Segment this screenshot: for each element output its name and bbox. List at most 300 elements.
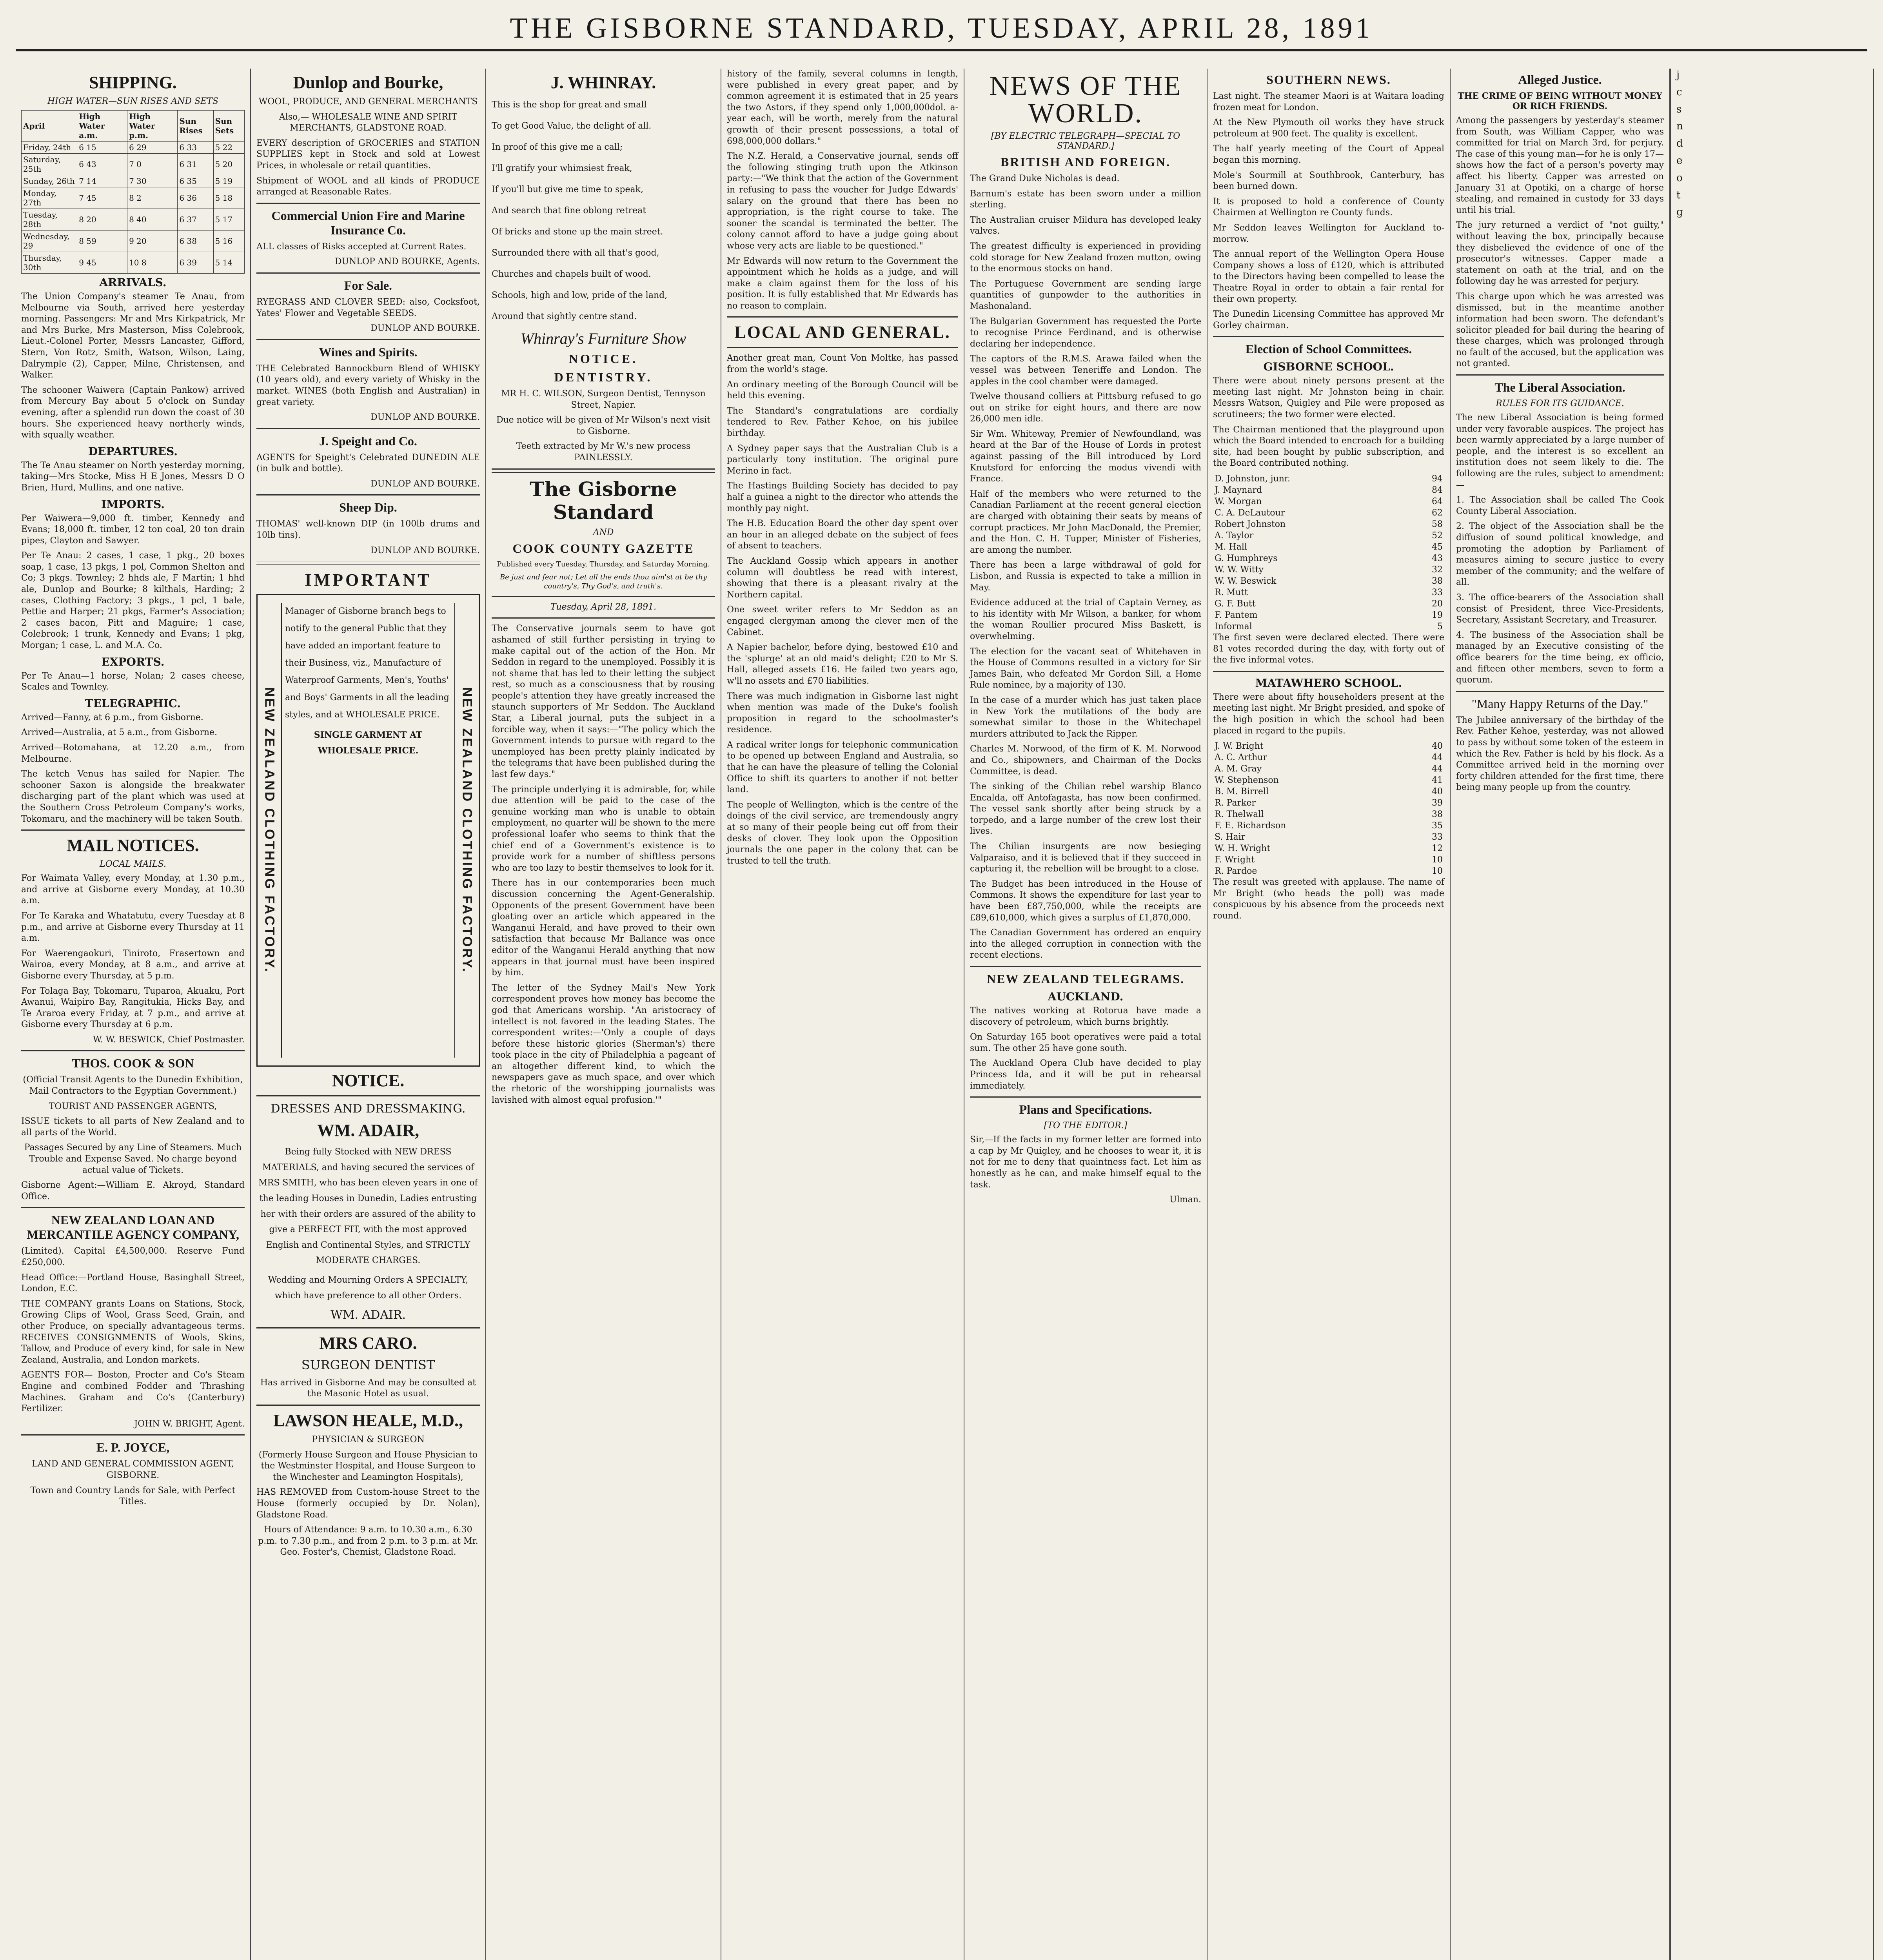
whinray-heading: J. WHINRAY. [550,73,656,92]
table-row [1213,843,1444,854]
sale-sign: DUNLOP AND BOURKE. [370,323,480,334]
table-row [1213,507,1444,519]
local-item: An ordinary meeting of the Borough Council will be held this evening. [727,379,958,401]
nzl-heading: NEW ZEALAND LOAN AND MERCANTILE AGENCY COMPANY, [27,1213,239,1242]
tide-cell: 9 20 [127,230,178,252]
news-heading: NEWS OF THE WORLD. [989,71,1182,129]
caro-heading: MRS CARO. [319,1334,417,1353]
speight-text: AGENTS for Speight's Celebrated DUNEDIN ALE (in bulk and bottle). [256,452,480,474]
sheep-heading: Sheep Dip. [339,500,397,515]
heale-text: PHYSICIAN & SURGEON [312,1434,425,1445]
telegraphic-text: Arrived—Rotomahana, at 12.20 a.m., from Melbourne. [21,743,245,764]
local-item: One sweet writer refers to Mr Seddon as an engaged clergyman among the clever men of the Cabinet. [727,605,958,637]
notice-heading: NOTICE. [568,352,638,366]
local-item: Another great man, Count Von Moltke, has passed from the world's stage. [727,353,958,375]
news-item: The Canadian Government has ordered an enquiry into the alleged corruption in connection with the recent elections. [970,928,1201,960]
candidate: W. H. Wright [1215,844,1271,854]
table-row [1213,598,1444,610]
table-row [1213,473,1444,485]
poem-line: Churches and chapels built of wood. [492,269,651,279]
joyce-heading: E. P. JOYCE, [96,1440,170,1455]
votes: 20 [1432,599,1443,609]
table-row [1213,530,1444,541]
edge-text: j [1676,69,1680,81]
paper-title: The Gisborne Standard [530,477,677,524]
election-results-matawhero [1213,740,1444,877]
table-row [1213,786,1444,797]
article-paragraph: history of the family, several columns in length, were published in every great paper, and by common agreement it is estimated that in 25 years the two Astors, if they spend only 1,000,000dol. a-year each, will be worth, merely from the natural growth of their present possessions, a total of 698,000,000 dollars." [727,69,958,146]
candidate: W. Stephenson [1215,775,1279,786]
candidate: Robert Johnston [1215,519,1286,530]
table-row [1213,496,1444,507]
southern-heading: SOUTHERN NEWS. [1266,73,1391,87]
wines-sign: DUNLOP AND BOURKE. [370,412,480,423]
exports-text: Per Te Anau—1 horse, Nolan; 2 cases cheese, Scales and Townley. [21,671,245,692]
imports-heading: IMPORTS. [101,497,165,511]
mail-text: For Waimata Valley, every Monday, at 1.30 p.m., and arrive at Gisborne every Monday, at 10.30 a.m. [21,873,245,906]
tide-cell: 7 0 [127,154,178,175]
local-heading: LOCAL AND GENERAL. [734,323,951,342]
matawhero-heading: MATAWHERO SCHOOL. [1255,676,1402,690]
divider [1456,691,1664,692]
votes: 45 [1432,542,1443,552]
table-row [1213,831,1444,843]
tide-cell: 6 33 [178,142,213,154]
tide-cell: 5 18 [213,187,244,209]
telegraphic-text: Arrived—Australia, at 5 a.m., from Gisborne. [21,728,218,738]
clothing-factory-ad [256,594,480,1067]
tide-cell: Monday, 27th [22,187,77,209]
table-row [1213,809,1444,820]
plans-heading: Plans and Specifications. [1019,1102,1152,1117]
edge-text: s [1676,103,1682,115]
table-row [22,154,245,175]
news-item: Sir Wm. Whiteway, Premier of Newfoundland, was heard at the Bar of the House of Lords in protest against passing of the Bill introduced by Lord Knutsford for enforcing the modus vivendi with France. [970,429,1201,484]
votes: 52 [1432,531,1443,541]
plans-sign: Ulman. [1169,1195,1201,1205]
auckland-item: On Saturday 165 boot operatives were paid a total sum. The other 25 have gone south. [970,1032,1201,1053]
important-heading: IMPORTANT [305,570,432,590]
tide-cell: Wednesday, 29 [22,230,77,252]
factory-text: SINGLE GARMENT AT WHOLESALE PRICE. [314,730,423,756]
news-item: There has been a large withdrawal of gold for Lisbon, and Russia is expected to take a million in May. [970,560,1201,593]
tide-cell: 9 45 [77,252,127,274]
tide-cell: 5 19 [213,175,244,187]
candidate: J. W. Bright [1215,741,1264,751]
caro-text: SURGEON DENTIST [301,1357,435,1373]
nzl-text: THE COMPANY grants Loans on Stations, Stock, Growing Clips of Wool, Grass Seed, Grain, and other Produce, on specially advantageous terms. RECEIVES CONSIGNMENTS of Wools, Skins, Tallow, and Produce of every kind, for sale in New Zealand, Australia, and London markets. [21,1299,245,1365]
leader-paragraph: There has in our contemporaries been much discussion concerning the Agent-Generalship. Opponents of the present Government have been gloating over an article which appeared in the Wanganui Herald, and have proved to their own satisfaction that because Mr Ballance was once editor of the Wanganui Herald anything that now appears in that journal must have been inspired by him. [492,878,715,978]
election-results [1213,473,1444,632]
edge-text: o [1676,172,1683,184]
divider [970,966,1201,967]
liberal-sub: RULES FOR ITS GUIDANCE. [1496,399,1624,409]
adair-text: Being fully Stocked with NEW DRESS MATERIALS, and having secured the services of MRS SMITH, who has been eleven years in one of the leading Houses in Dunedin, Ladies entrusting her with their orders are assured of the ability to give a PERFECT FIT, with the most approved English and Continental Styles, and STRICTLY MODERATE CHARGES. [258,1147,478,1266]
votes: 40 [1432,741,1443,751]
divider [492,596,715,597]
table-row [1213,610,1444,621]
adair-text: DRESSES AND DRESSMAKING. [271,1102,466,1116]
tide-cell: 5 17 [213,209,244,230]
adair-text: Wedding and Mourning Orders A SPECIALTY, which have preference to all other Orders. [268,1275,468,1301]
votes: 41 [1432,775,1443,786]
whinray-show: Whinray's Furniture Show [520,330,686,347]
edge-text: g [1676,206,1683,218]
arrivals-text: The Union Company's steamer Te Anau, from Melbourne via South, arrived here yesterday morning. Passengers: Mr and Mrs Kirkpatrick, Mr and Mrs Burke, Mrs Masterson, Miss Colebrook, Lieut.-Colonel Porter, Messrs Lancaster, Gifford, Stern, Von Rotz, Smith, Watson, Wilson, Laing, Dalrymple (2), Capper, Milne, Christensen, and Walker. [21,292,245,380]
tide-cell: 7 45 [77,187,127,209]
divider [1456,374,1664,376]
nzl-text: (Limited). Capital £4,500,000. Reserve Fund £250,000. [21,1246,245,1267]
votes: 40 [1432,787,1443,797]
divider [256,428,480,429]
candidate: W. W. Beswick [1215,576,1277,586]
tide-cell: 6 31 [178,154,213,175]
plans-sub: [TO THE EDITOR.] [1044,1121,1128,1131]
table-row [22,187,245,209]
table-row [22,230,245,252]
candidate: W. W. Witty [1215,565,1264,575]
poem-line: In proof of this give me a call; [492,142,623,152]
poem-line: Surrounded there with all that's good, [492,248,659,258]
election-text: The Chairman mentioned that the playground upon which the Board intended to encroach for a building site, had been bought by public subscription, and the Board contributed nothing. [1213,425,1444,468]
adair-heading: WM. ADAIR, [317,1121,419,1140]
high-water-heading: HIGH WATER—SUN RISES AND SETS [47,96,219,106]
cu-heading: Commercial Union Fire and Marine Insurance Co. [271,208,465,237]
divider [1213,671,1444,672]
tide-cell: 5 16 [213,230,244,252]
gisborne-school-heading: GISBORNE SCHOOL. [1263,360,1394,374]
tide-cell: 6 38 [178,230,213,252]
factory-side-label: NEW ZEALAND CLOTHING FACTORY. [459,687,475,974]
tide-cell: 6 37 [178,209,213,230]
local-item: A radical writer longs for telephonic communication to be opened up between England and Australia, so that he can have the pleasure of telling the Colonial Office to shift its quarters to another if not better land. [727,740,958,795]
leader-paragraph: The Conservative journals seem to have got ashamed of still further persisting in trying to make capital out of the action of the Hon. Mr Seddon in regard to the unemployed. Possibly it is not shame that has led to their letting the subject rest, so much as a consciousness that by rousing people's attention they have greatly increased the staunch supporters of Mr Seddon. The Auckland Star, a Liberal journal, puts the subject in a forcible way, when it says:—"The policy which the Government intends to pursue with regard to the unemployed has been pretty plainly indicated by the telegrams that have been published during the last few days." [492,624,715,780]
tide-th: Sun Sets [213,111,244,142]
candidate: A. M. Gray [1215,764,1262,774]
imports-text: Per Waiwera—9,000 ft. timber, Kennedy and Evans; 18,000 ft. timber, 12 ton coal, 20 ton drain pipes, Clayton and Sawyer. [21,513,245,546]
masthead-rule [16,49,1867,51]
dunlop-text: Shipment of WOOL and all kinds of PRODUCE arranged at Reasonable Rates. [256,176,480,197]
speight-heading: J. Speight and Co. [319,434,417,448]
local-item: A Napier bachelor, before dying, bestowed £10 and the 'splurge' at an old maid's delight; £20 to Mr S. Hall, alleged assets £16. He failed two years ago, w'll no assets and £70 liabilities. [727,642,958,686]
candidate: J. Maynard [1215,485,1262,495]
nzl-text: Head Office:—Portland House, Basinghall Street, London, E.C. [21,1272,245,1294]
local-item: The people of Wellington, which is the centre of the doings of the civil service, are tremendously angry at so many of their people being cut off from their desks of clover. They look upon the Opposition journals the one paper in the colony that can be trusted to tell the truth. [727,800,958,866]
local-item: There was much indignation in Gisborne last night when mention was made of the Duke's foolish proposition in regard to the schoolmaster's residence. [727,691,958,735]
edge-text: t [1676,189,1681,201]
tide-cell: 6 15 [77,142,127,154]
votes: 94 [1432,474,1443,484]
alleged-justice-sub: THE CRIME OF BEING WITHOUT MONEY OR RICH FRIENDS. [1458,91,1662,111]
column-8-edge [1670,69,1874,1960]
mail-heading: MAIL NOTICES. [67,836,199,855]
paper-and: AND [593,527,614,537]
table-row [22,175,245,187]
candidate: A. C. Arthur [1215,753,1267,763]
sale-text: RYEGRASS AND CLOVER SEED: also, Cocksfoot, Yates' Flower and Vegetable SEEDS. [256,297,480,318]
poem-line: This is the shop for great and small [492,100,647,110]
votes: 10 [1432,866,1443,877]
votes: 44 [1432,753,1443,763]
divider [21,1207,245,1208]
liberal-rule: 3. The office-bearers of the Association shall consist of President, three Vice-Presidents, Secretary, Assistant Secretary, and Treasurer. [1456,592,1664,625]
edge-text: e [1676,154,1683,167]
tide-cell: 8 59 [77,230,127,252]
votes: 33 [1432,588,1443,598]
wines-text: THE Celebrated Bannockburn Blend of WHISKY (10 years old), and every variety of Whisky in the market. WINES (both English and Australian) in great variety. [256,363,480,407]
justice-paragraph: Among the passengers by yesterday's steamer from South, was William Capper, who was committed for trial on March 3rd, for perjury. The case of this young man—for he is only 17—shows how the fact of a person's poverty may affect his liberty. Capper was arrested on January 31 at Opotiki, on a charge of horse stealing, and remained in custody for 33 days until his trial. [1456,116,1664,215]
tide-th: April [22,111,77,142]
factory-side-left [258,603,282,1058]
nzl-sign: JOHN W. BRIGHT, Agent. [134,1419,245,1429]
divider [256,272,480,274]
votes: 5 [1437,622,1443,632]
heale-text: HAS REMOVED from Custom-house Street to the House (formerly occupied by Dr. Nolan), Gladstone Road. [256,1487,480,1520]
leader-paragraph: The principle underlying it is admirable, for, while due attention will be paid to the case of the genuine working man who is unable to obtain employment, no quarter will be shown to the mere professional loafer who seems to think that the chief end of a Government's existence is to provide work for a number of shiftless persons who are too lazy to bestir themselves to look for it. [492,784,715,873]
table-row [1213,820,1444,831]
heale-heading: LAWSON HEALE, M.D., [273,1410,463,1430]
tide-cell: 8 40 [127,209,178,230]
candidate: Informal [1215,622,1252,632]
news-item: Evidence adduced at the trial of Captain Verney, as to his identity with Mr Wilson, a banker, for whom the woman Roullier procured Miss Baskett, is overwhelming. [970,598,1201,641]
paper-motto: Be just and fear not; Let all the ends thou aim'st at be thy country's, Thy God's, and truth's. [499,573,707,591]
candidate: F. Pantem [1215,610,1258,621]
poem-line: To get Good Value, the delight of all. [492,121,652,131]
leader-paragraph: The letter of the Sydney Mail's New York correspondent proves how money has become the god that Americans worship. "An aristocracy of intellect is not favored in the leading States. The correspondent writes:—'Only a couple of days before these historic glories (Sherman's) there took place in the city of Philadelphia a pageant of an altogether different kind, to which the newspapers gave as much space, and over which the rhetoric of the worshipping journalists was lavished with almost equal profusion.'" [492,983,715,1105]
poem-line: And search that fine oblong retreat [492,206,646,216]
southern-item: The annual report of the Wellington Opera House Company shows a loss of £120, which is attributed to the Directors having been compelled to lease the Theatre Royal in order to obtain a fair rental for their own property. [1213,249,1444,304]
local-item: The Hastings Building Society has decided to pay half a guinea a night to the director who attends the monthly pay night. [727,481,958,514]
news-item: Barnum's estate has been sworn under a million sterling. [970,189,1201,210]
news-item: In the case of a murder which has just taken place in New York the mutilations of the body are somewhat similar to those in the Whitechapel murders attributed to Jack the Ripper. [970,695,1201,739]
table-row [1213,553,1444,564]
southern-item: At the New Plymouth oil works they have struck petroleum at 900 feet. The quality is excellent. [1213,118,1444,139]
candidate: R. Mutt [1215,588,1248,598]
paper-sub: COOK COUNTY GAZETTE [512,541,694,555]
matawhero-text: The result was greeted with applause. The name of Mr Bright (who heads the poll) was made conspicuous by his absence from the proceeds next round. [1213,877,1444,921]
poem-line: If you'll but give me time to speak, [492,185,643,194]
liberal-heading: The Liberal Association. [1494,380,1625,395]
votes: 44 [1432,764,1443,774]
southern-item: Mr Seddon leaves Wellington for Auckland to-morrow. [1213,223,1444,244]
arrivals-text: The schooner Waiwera (Captain Pankow) arrived from Mercury Bay about 5 o'clock on Sunday evening, after a splendid run down the coast of 30 hours. She experienced heavy northerly winds, with squally weather. [21,385,245,440]
telegraphic-text: The ketch Venus has sailed for Napier. The schooner Saxon is alongside the breakwater discharging part of the plant which was used at the Southern Cross Petroleum Company's works, Tokomaru, and the machinery will be taken South. [21,769,245,824]
alleged-justice-heading: Alleged Justice. [1518,73,1602,87]
auckland-heading: AUCKLAND. [1048,990,1124,1003]
masthead-title: THE GISBORNE STANDARD, TUESDAY, APRIL 28, 1891 [510,12,1373,44]
local-item: The Standard's congratulations are cordially tendered to Rev. Father Kehoe, on his jubilee birthday. [727,406,958,439]
paper-pub: Published every Tuesday, Thursday, and Saturday Morning. [497,560,710,568]
dunlop-heading: Dunlop and Bourke, [293,73,443,92]
heale-text: Hours of Attendance: 9 a.m. to 10.30 a.m., 6.30 p.m. to 7.30 p.m., and from 2 p.m. to 3 p.m. at Mr. Geo. Foster's, Chemist, Gladstone Road. [258,1525,478,1557]
telegraphic-text: Arrived—Fanny, at 6 p.m., from Gisborne. [21,712,203,722]
poem-line: Schools, high and low, pride of the land, [492,290,668,300]
election-heading: Election of School Committees. [1245,342,1412,356]
votes: 32 [1432,565,1443,575]
shipping-heading: SHIPPING. [89,73,177,92]
table-row [1213,587,1444,598]
column-1 [16,69,251,1960]
divider [256,494,480,495]
news-item: The captors of the R.M.S. Arawa failed when the vessel was between Teneriffe and London. The apples in the cool chamber were damaged. [970,354,1201,387]
tide-cell: 5 22 [213,142,244,154]
candidate: S. Hair [1215,832,1246,842]
table-row [22,142,245,154]
tide-cell: 6 43 [77,154,127,175]
votes: 39 [1432,798,1443,808]
tide-cell: Friday, 24th [22,142,77,154]
votes: 35 [1432,821,1443,831]
cu-text: ALL classes of Risks accepted at Current Rates. [256,241,467,252]
news-item: Twelve thousand colliers at Pittsburg refused to go out on strike for eight hours, and there are now 26,000 men idle. [970,392,1201,424]
tide-table [21,110,245,274]
nz-heading: NEW ZEALAND TELEGRAMS. [986,972,1185,986]
southern-item: The half yearly meeting of the Court of Appeal began this morning. [1213,144,1444,165]
tide-cell: Saturday, 25th [22,154,77,175]
candidate: G. F. Butt [1215,599,1256,609]
divider [492,468,715,473]
exports-heading: EXPORTS. [101,655,165,668]
candidate: B. M. Birrell [1215,787,1269,797]
arrivals-heading: ARRIVALS. [99,276,167,289]
divider [21,1434,245,1436]
table-row [1213,854,1444,866]
divider [256,339,480,340]
votes: 33 [1432,832,1443,842]
news-item: The Budget has been introduced in the House of Commons. It shows the expenditure for last year to have been £87,750,000, while the receipts are £89,610,000, which gives a surplus of £1,870,000. [970,879,1201,923]
poem-line: I'll gratify your whimsiest freak, [492,163,632,173]
edge-text: d [1676,138,1683,150]
column-7 [1451,69,1670,1960]
tide-cell: 8 20 [77,209,127,230]
southern-item: It is proposed to hold a conference of County Chairmen at Wellington re County funds. [1213,196,1444,218]
tide-th: High Water p.m. [127,111,178,142]
tide-cell: 6 35 [178,175,213,187]
sale-heading: For Sale. [344,278,392,292]
local-item: The H.B. Education Board the other day spent over an hour in an alleged debate on the subject of fees of absent to teachers. [727,519,958,551]
departures-heading: DEPARTURES. [88,445,178,458]
tide-table-header [22,111,245,142]
dunlop-text: Also,— WHOLESALE WINE AND SPIRIT MERCHANTS, GLADSTONE ROAD. [279,112,458,133]
mail-sub: LOCAL MAILS. [100,859,166,869]
table-row [22,209,245,230]
heale-text: (Formerly House Surgeon and House Physician to the Westminster Hospital, and House Surgeon to the Winchester and Leamington Hospitals), [258,1450,478,1482]
southern-item: Last night. The steamer Maori is at Waitara loading frozen meat for London. [1213,91,1444,113]
news-item: The Bulgarian Government has requested the Porte to recognise Prince Ferdinand, and is otherwise declaring her independence. [970,316,1201,349]
dunlop-text: EVERY description of GROCERIES and STATION SUPPLIES kept in Stock and sold at Lowest Prices, in wholesale or retail quantities. [256,138,480,171]
table-row [1213,797,1444,809]
imports-text: Per Te Anau: 2 cases, 1 case, 1 pkg., 20 boxes soap, 1 case, 13 pkgs, 1 pol, Common Shelton and Co; 3 pkgs. Townley; 2 hhds ale, F Martin; 1 hhd ale, Dunlop and Bourke; 8 kilthals, Harding; 2 cases, Clothing Factory; 3 pkgs., 1 pcl, 1 bale, Pettie and Harper; 21 pkgs, Farmer's Association; 2 cases bacon, Pitt and Maguire; 1 case, Colebrook; 1 trunk, Kennedy and Evans; 1 pkg, Morgan; 1 case, L. and M.A. Co. [21,551,245,651]
candidate: C. A. DeLautour [1215,508,1285,518]
tide-cell: 10 8 [127,252,178,274]
sheep-sign: DUNLOP AND BOURKE. [370,545,480,555]
tide-cell: 5 14 [213,252,244,274]
votes: 38 [1432,809,1443,820]
southern-item: The Dunedin Licensing Committee has approved Mr Gorley chairman. [1213,309,1444,330]
tide-cell: 6 29 [127,142,178,154]
sheep-text: THOMAS' well-known DIP (in 100lb drums and 10lb tins). [256,519,480,541]
news-sub: [BY ELECTRIC TELEGRAPH—SPECIAL TO STANDARD.] [991,131,1180,151]
table-row [1213,519,1444,530]
table-row [1213,775,1444,786]
table-row [1213,564,1444,575]
column-6 [1208,69,1451,1960]
dentistry-text: MR H. C. WILSON, Surgeon Dentist, Tennyson Street, Napier. [501,389,706,410]
nzl-text: AGENTS FOR— Boston, Procter and Co's Steam Engine and combined Fodder and Thrashing Machines. Graham and Co's (Canterbury) Fertilizer. [21,1370,245,1414]
local-item: The Auckland Gossip which appears in another column will doubtless be read with interest, showing that there is a pleasant rivalry at the Northern capital. [727,556,958,600]
dunlop-text: WOOL, PRODUCE, AND GENERAL MERCHANTS [258,97,478,107]
adair-sign: WM. ADAIR. [330,1308,406,1322]
tide-cell: 8 2 [127,187,178,209]
edge-text: n [1676,120,1683,132]
table-row [1213,621,1444,632]
column-2 [251,69,486,1960]
auckland-item: The natives working at Rotorua have made a discovery of petroleum, which burns brightly. [970,1006,1201,1027]
candidate: F. E. Richardson [1215,821,1286,831]
divider [256,203,480,204]
tide-cell: 6 36 [178,187,213,209]
cook-text: ISSUE tickets to all parts of New Zealand and to all parts of the World. [21,1116,245,1138]
auckland-item: The Auckland Opera Club have decided to play Princess Ida, and it will be put in rehearsal immediately. [970,1058,1201,1091]
table-row [1213,740,1444,752]
table-row [1213,485,1444,496]
dentistry-text: Due notice will be given of Mr Wilson's next visit to Gisborne. [496,415,710,436]
bf-heading: BRITISH AND FOREIGN. [1000,155,1171,169]
candidate: R. Thelwall [1215,809,1264,820]
divider [21,1050,245,1051]
liberal-rule: 4. The business of the Association shall be managed by an Executive consisting of the office bearers for the time being, ex officio, and fifteen other members, seven to form a quorum. [1456,630,1664,685]
southern-item: Mole's Sourmill at Southbrook, Canterbury, has been burned down. [1213,170,1444,192]
column-5 [964,69,1208,1960]
news-item: The Chilian insurgents are now besieging Valparaiso, and it is believed that if they succeed in capturing it, the rebellion will be brought to a close. [970,842,1201,874]
divider [256,1405,480,1406]
news-item: The election for the vacant seat of Whitehaven in the House of Commons resulted in a victory for Sir James Bain, who defeated Mr Gordon Sill, a Home Rule nominee, by a majority of 130. [970,646,1201,690]
news-item: The greatest difficulty is experienced in providing cold storage for New Zealand frozen mutton, owing to the enormous stocks on hand. [970,241,1201,274]
cook-heading: THOS. COOK & SON [72,1056,194,1071]
candidate: F. Wright [1215,855,1255,865]
table-row [22,252,245,274]
news-item: Half of the members who were returned to the Canadian Parliament at the recent general election are charged with obtaining their seats by means of corrupt practices. Mr John MacDonald, the Premier, and the Hon. C. H. Tupper, Minister of Fisheries, are among the number. [970,489,1201,555]
tide-cell: 7 14 [77,175,127,187]
poem-line: Of bricks and stone up the main street. [492,227,663,237]
votes: 43 [1432,554,1443,564]
departures-text: The Te Anau steamer on North yesterday morning, taking—Mrs Stocke, Miss H E Jones, Messrs D O Brien, Hurd, Mullins, and one native. [21,460,245,493]
article-paragraph: Mr Edwards will now return to the Government the appointment which he holds as a judge, and will make a claim against them for the loss of his position. It is fully established that Mr Edwards has no reason to complain. [727,256,958,311]
election-text: The first seven were declared elected. There were 81 votes recorded during the day, with forty out of the five informal votes. [1213,633,1444,665]
mail-text: For Te Karaka and Whatatutu, every Tuesday at 8 p.m., and arrive at Gisborne every Thursday at 11 a.m. [21,911,245,944]
votes: 84 [1432,485,1443,495]
factory-text: Manager of Gisborne branch begs to notify to the general Public that they have added an important feature to their Business, viz., Manufacture of Waterproof Garments, Men's, Youths' and Boys' Garments in all the leading styles, and at WHOLESALE PRICE. [285,606,449,720]
happy-returns-heading: "Many Happy Returns of the Day." [1471,696,1649,711]
divider [727,347,958,348]
divider [256,1095,480,1096]
tide-th: Sun Rises [178,111,213,142]
caro-text: Has arrived in Gisborne And may be consulted at the Masonic Hotel as usual. [260,1377,476,1399]
cook-text: TOURIST AND PASSENGER AGENTS, [49,1101,217,1111]
votes: 62 [1432,508,1443,518]
table-row [1213,763,1444,775]
divider [256,561,480,565]
justice-paragraph: The jury returned a verdict of "not guilty," without leaving the box, principally because they disbelieved the evidence of one of the prosecutor's witnesses. Capper made a statement on oath at the trial, and on the following day he was arrested for perjury. [1456,220,1664,287]
liberal-rule: 1. The Association shall be called The Cook County Liberal Association. [1456,495,1664,516]
tide-cell: Sunday, 26th [22,175,77,187]
factory-side-label: NEW ZEALAND CLOTHING FACTORY. [262,687,277,974]
factory-side-right [454,603,479,1058]
dentistry-text: Teeth extracted by Mr W.'s new process PAINLESSLY. [516,441,691,463]
notice-heading: NOTICE. [332,1071,405,1091]
news-item: The Portuguese Government are sending large quantities of gunpowder to the authorities in Mashonaland. [970,279,1201,311]
liberal-rule: The new Liberal Association is being formed under very favorable auspices. The project has been warmly appreciated by a large number of people, and the interest is so excellent an institution does not seem likely to die. The following are the rules, subject to amendment:— [1456,413,1664,490]
